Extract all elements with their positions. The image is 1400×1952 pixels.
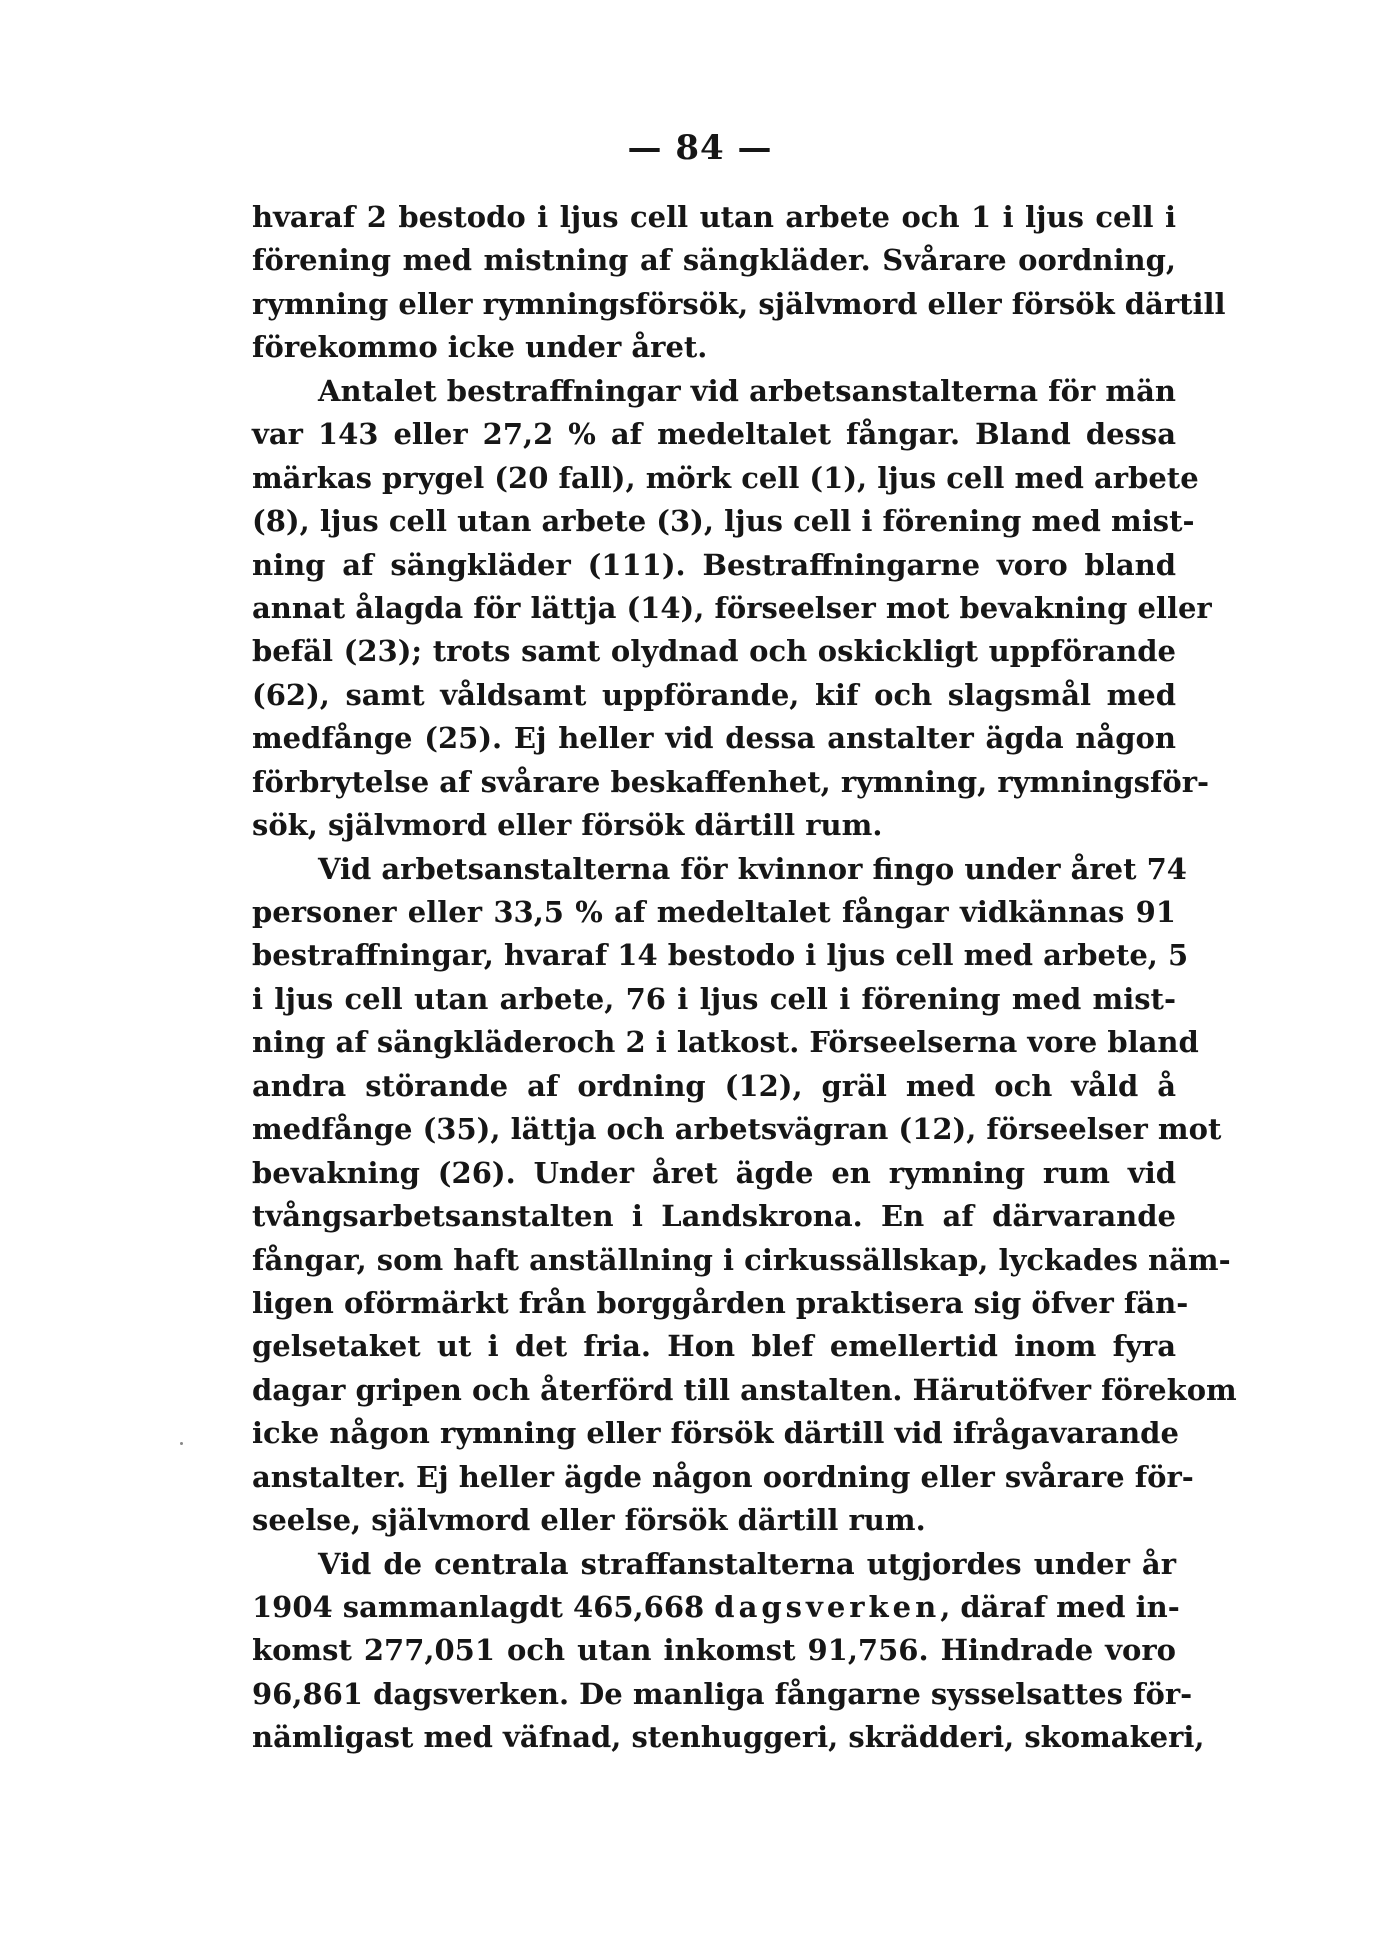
text-line: seelse, självmord eller försök därtill rum. xyxy=(252,1503,926,1538)
margin-mark xyxy=(180,1442,183,1445)
text-line: Antalet bestraffningar vid arbetsanstalterna för män xyxy=(318,373,1176,408)
text-line: förbrytelse af svårare beskaffenhet, rymning, rymningsför- xyxy=(252,764,1210,799)
text-line: var 143 eller 27,2 % af medeltalet fångar. Bland dessa xyxy=(252,417,1176,452)
text-line: Vid de centrala straffanstalterna utgjordes under år xyxy=(318,1546,1176,1581)
text-line: 96,861 dagsverken. De manliga fångarne sysselsattes för- xyxy=(252,1676,1193,1711)
text-line: märkas prygel (20 fall), mörk cell (1), ljus cell med arbete xyxy=(252,460,1199,495)
text-line: (62), samt våldsamt uppförande, kif och slagsmål med xyxy=(252,677,1176,712)
text-line: 1904 sammanlagdt 465,668 dagsverken, däraf med in- xyxy=(252,1590,1180,1624)
text-line: fångar, som haft anställning i cirkussällskap, lyckades näm- xyxy=(252,1242,1231,1277)
text-line: förening med mistning af sängkläder. Svårare oordning, xyxy=(252,243,1176,278)
text-line: Vid arbetsanstalterna för kvinnor fingo under året 74 xyxy=(318,851,1187,886)
text-line: andra störande af ordning (12), gräl med och våld å xyxy=(252,1068,1176,1103)
text-line: nämligast med väfnad, stenhuggeri, skrädderi, skomakeri, xyxy=(252,1720,1205,1755)
text-line: personer eller 33,5 % af medeltalet fångar vidkännas 91 xyxy=(252,895,1176,929)
text-line: bevakning (26). Under året ägde en rymning rum vid xyxy=(252,1155,1176,1190)
text-line: medfånge (25). Ej heller vid dessa anstalter ägda någon xyxy=(252,721,1176,756)
text-line: i ljus cell utan arbete, 76 i ljus cell i förening med mist- xyxy=(252,981,1176,1016)
text-line: icke någon rymning eller försök därtill vid ifrågavarande xyxy=(252,1416,1179,1451)
text-line: (8), ljus cell utan arbete (3), ljus cell i förening med mist- xyxy=(252,504,1195,539)
spaced-word: dagsverken xyxy=(714,1590,941,1624)
text-line: befäl (23); trots samt olydnad och oskickligt uppförande xyxy=(252,634,1176,669)
text-line: bestraffningar, hvaraf 14 bestodo i ljus cell med arbete, 5 xyxy=(252,938,1189,973)
text-line: rymning eller rymningsförsök, självmord eller försök därtill xyxy=(252,286,1226,321)
page-number: — 84 — xyxy=(627,128,773,168)
text-line: ning af sängkläder (111). Bestraffningarne voro bland xyxy=(252,547,1176,582)
text-line: ning af sängkläderoch 2 i latkost. Förseelserna vore bland xyxy=(252,1025,1199,1060)
text-line: anstalter. Ej heller ägde någon oordning eller svårare för- xyxy=(252,1459,1194,1494)
text-line: hvaraf 2 bestodo i ljus cell utan arbete och 1 i ljus cell i xyxy=(252,200,1176,234)
text-line: förekommo icke under året. xyxy=(252,330,708,365)
text-line: komst 277,051 och utan inkomst 91,756. Hindrade voro xyxy=(252,1633,1176,1668)
text-line: sök, självmord eller försök därtill rum. xyxy=(252,808,883,843)
text-line: gelsetaket ut i det fria. Hon blef emellertid inom fyra xyxy=(252,1329,1176,1364)
text-line: medfånge (35), lättja och arbetsvägran (12), förseelser mot xyxy=(252,1112,1222,1147)
text-line: tvångsarbetsanstalten i Landskrona. En af därvarande xyxy=(252,1199,1176,1234)
text-line: dagar gripen och återförd till anstalten. Härutöfver förekom xyxy=(252,1372,1237,1407)
text-line: ligen oförmärkt från borggården praktisera sig öfver fän- xyxy=(252,1285,1189,1320)
body-text xyxy=(252,196,1237,1760)
text-line: annat ålagda för lättja (14), förseelser mot bevakning eller xyxy=(252,590,1212,625)
